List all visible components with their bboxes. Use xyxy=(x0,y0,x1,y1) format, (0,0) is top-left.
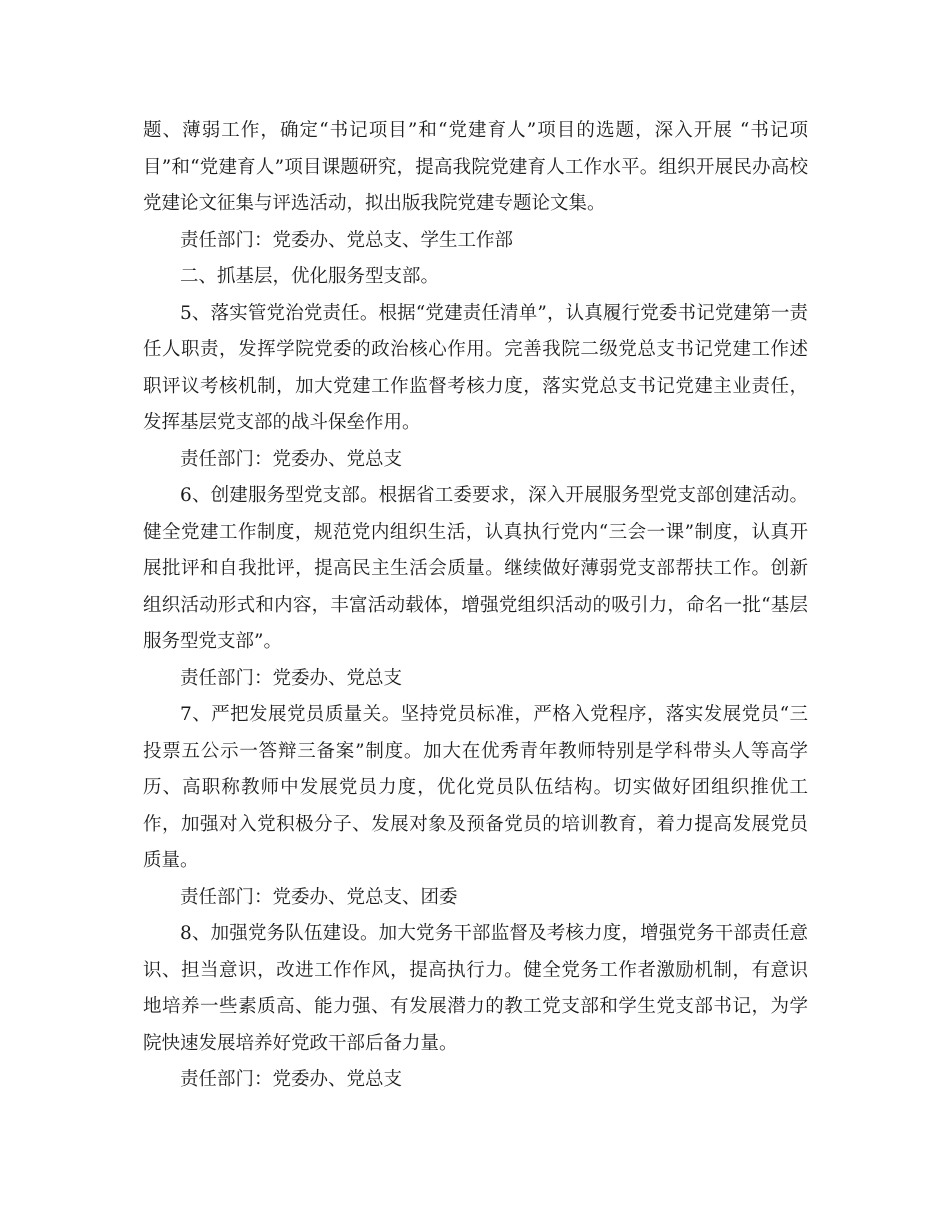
item-6-paragraph: 6、创建服务型党支部。根据省工委要求，深入开展服务型党支部创建活动。健全党建工作制度，规范党内组织生活，认真执行党内“三会一课”制度，认真开展批评和自我批评，提高民主生活会质量。继续做好薄弱党支部帮扶工作。创新组织活动形式和内容，丰富活动载体，增强党组织活动的吸引力，命名一批“基层服务型党支部”。 xyxy=(143,485,808,652)
item-7-paragraph: 7、严把发展党员质量关。坚持党员标准，严格入党程序，落实发展党员“三投票五公示一答辩三备案”制度。加大在优秀青年教师特别是学科带头人等高学历、高职称教师中发展党员力度，优化党员队伍结构。切实做好团组织推优工作，加强对入党积极分子、发展对象及预备党员的培训教育，着力提高发展党员质量。 xyxy=(143,704,808,871)
responsible-departments: 责任部门：党委办、党总支 xyxy=(180,448,403,470)
responsible-departments: 责任部门：党委办、党总支、团委 xyxy=(180,886,458,908)
document-body xyxy=(143,113,808,1099)
responsible-departments: 责任部门：党委办、党总支、学生工作部 xyxy=(180,229,514,251)
section-heading: 二、抓基层，优化服务型支部。 xyxy=(180,266,440,287)
item-8-paragraph: 8、加强党务队伍建设。加大党务干部监督及考核力度，增强党务干部责任意识、担当意识，改进工作作风，提高执行力。健全党务工作者激励机制，有意识地培养一些素质高、能力强、有发展潜力的教工党支部和学生党支部书记，为学院快速发展培养好党政干部后备力量。 xyxy=(143,923,808,1054)
item-5-paragraph: 5、落实管党治党责任。根据“党建责任清单”，认真履行党委书记党建第一责任人职责，发挥学院党委的政治核心作用。完善我院二级党总支书记党建工作述职评议考核机制，加大党建工作监督考核力度，落实党总支书记党建主业责任，发挥基层党支部的战斗保垒作用。 xyxy=(143,302,808,433)
responsible-departments: 责任部门：党委办、党总支 xyxy=(180,1069,403,1090)
paragraph-continuation: 题、薄弱工作，确定“书记项目”和“党建育人”项目的选题，深入开展 “书记项目”和“党建育人”项目课题研究，提高我院党建育人工作水平。组织开展民办高校党建论文征集与评选活动，拟出版我院党建专题论文集。 xyxy=(143,120,808,214)
responsible-departments: 责任部门：党委办、党总支 xyxy=(180,667,403,689)
